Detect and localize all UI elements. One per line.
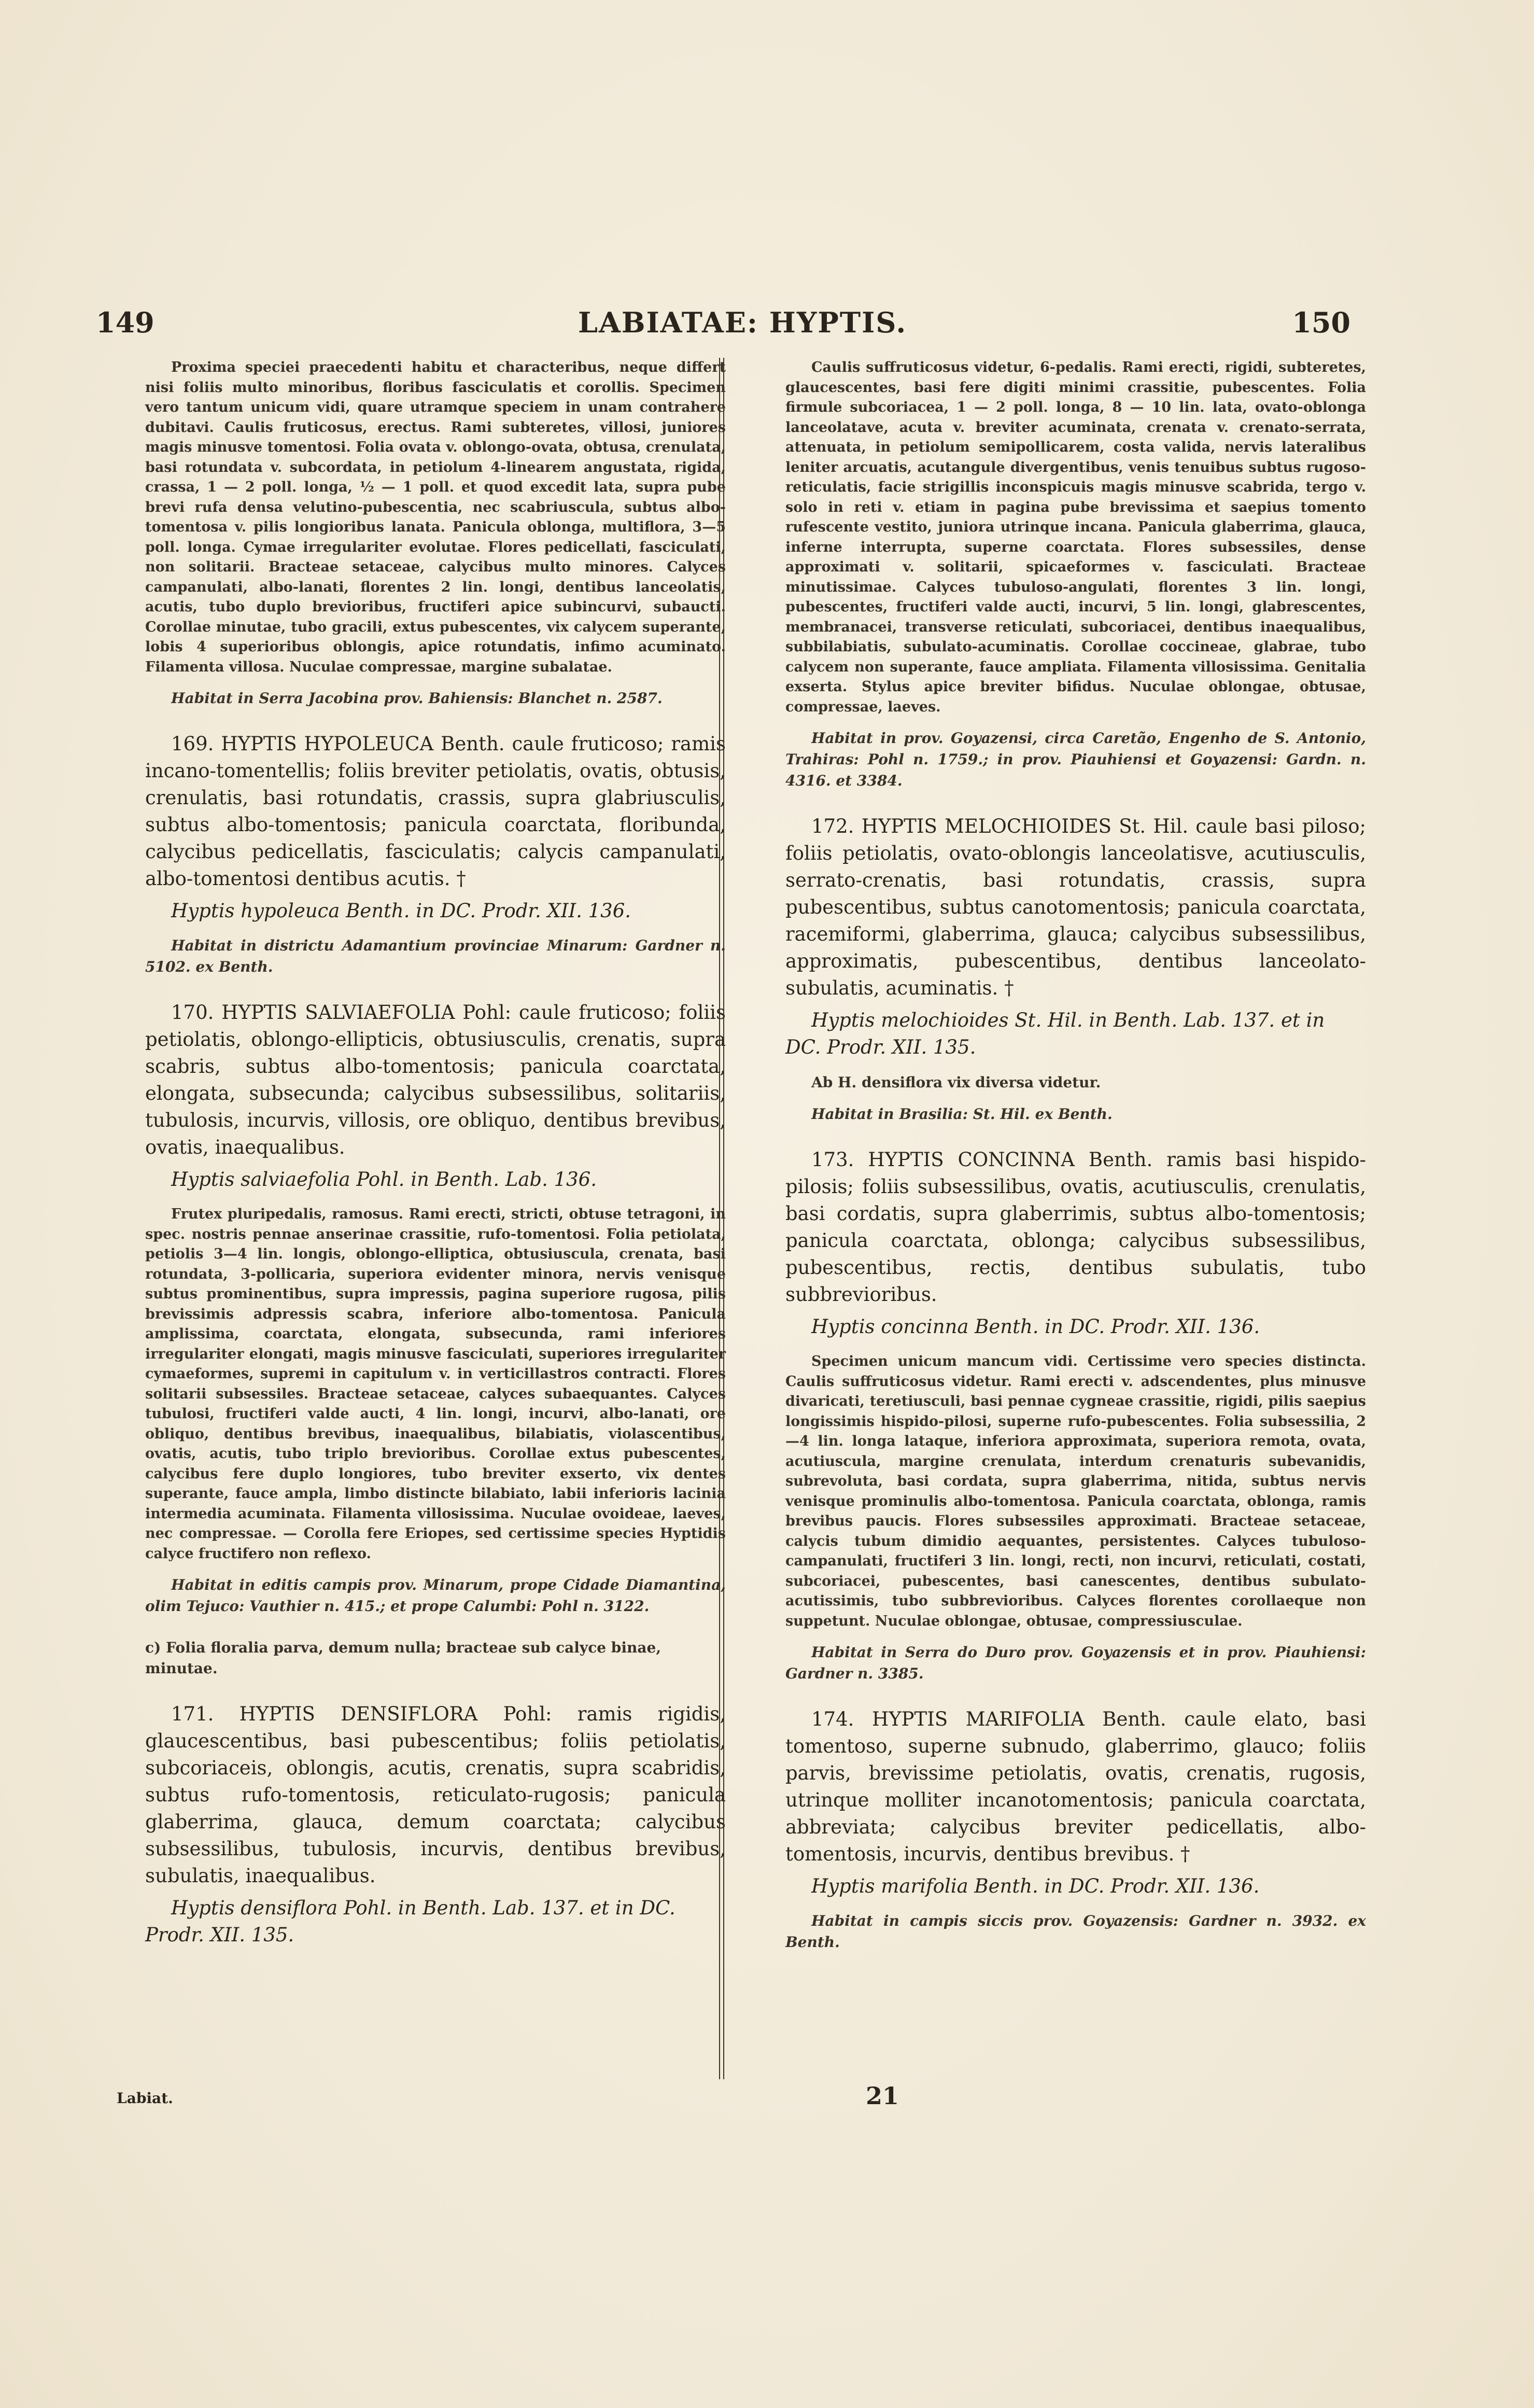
description-171: Caulis suffruticosus videtur, 6-pedalis. Rami erecti, rigidi, subteretes, glaucescentes, basi fere digiti minimi crassitie, pubescentes. Folia firmule subcoriacea, 1 — 2 poll. longa, 8 — 10 lin. lata, ovato-oblonga lanceolatave, acuta v. breviter acuminata, crenata v. crenato-serrata, attenuata, in petiolum semipollicarem, costa valida, nervis lateralibus leniter arcuatis, acutangule divergentibus, venis tenuibus subtus rugoso-reticulatis, facie strigillis inconspicuis magis minusve scabrida, tergo v. solo in reti v. etiam in pagina pube brevissima et saepius tomento rufescente vestito, juniora utrinque incana. Panicula glaberrima, glauca, inferne interrupta, superne coarctata. Flores subsessiles, dense approximati v. solitarii, spicaeformes v. fasciculati. Bracteae minutissimae. Calyces tubuloso-angulati, florentes 3 lin. longi, pubescentes, fructiferi valde aucti, incurvi, 5 lin. longi, glabrescentes, membranacei, transverse reticulati, subcoriacei, dentibus inaequalibus, subbilabiatis, subulato-acuminatis. Corollae coccineae, glabrae, tubo calycem non superante, fauce ampliata. Filamenta villosissima. Genitalia exserta. Stylus apice breviter bifidus. Nuculae oblongae, obtusae, compressae, laeves. — [785, 359, 1366, 715]
page-number-right: 150 — [1292, 306, 1350, 339]
habitat-171: Habitat in prov. Goyazensi, circa Caretão, Engenho de S. Antonio, Trahiras: Pohl n. 1759.; in prov. Piauhiensi et Goyazensi: Gardn. n. 4316. et 3384. — [785, 730, 1366, 789]
reference-174: Hyptis marifolia Benth. in DC. Prodr. XII. 136. — [811, 1875, 1260, 1897]
species-171: 171. HYPTIS DENSIFLORA Pohl: ramis rigidis, glaucescentibus, basi pubescentibus; foliis petiolatis, subcoriaceis, oblongis, acutis, crenatis, supra scabridis, subtus rufo-tomentosis, reticulato-rugosis; panicula glaberrima, glauca, demum coarctata; calycibus subsessilibus, tubulosis, incurvis, dentibus brevibus, subulatis, inaequalibus. — [145, 1703, 726, 1887]
habitat-172: Habitat in Brasilia: St. Hil. ex Benth. — [811, 1105, 1113, 1123]
sheet-number: 21 — [866, 2082, 899, 2110]
habitat-170: Habitat in editis campis prov. Minarum, prope Cidade Diamantina, olim Tejuco: Vauthier n. 415.; et prope Calumbi: Pohl n. 3122. — [145, 1576, 726, 1615]
page-number-left: 149 — [96, 306, 154, 339]
description-170: Frutex pluripedalis, ramosus. Rami erecti, stricti, obtuse tetragoni, in spec. nostris pennae anserinae crassitie, rufo-tomentosi. Folia petiolata, petiolis 3—4 lin. longis, oblongo-elliptica, obtusiuscula, crenata, basi rotundata, 3-pollicaria, superiora evidenter minora, nervis venisque subtus prominentibus, supra impressis, pagina superiore rugosa, pilis brevissimis adpressis scabra, inferiore albo-tomentosa. Panicula amplissima, coarctata, elongata, subsecunda, rami inferiores irregulariter elongati, magis minusve fasciculati, superiores irregulariter cymaeformes, supremi in capitulum v. in verticillastros contracti. Flores solitarii subsessiles. Bracteae setaceae, calyces subaequantes. Calyces tubulosi, fructiferi valde aucti, 4 lin. longi, incurvi, albo-lanati, ore obliquo, dentibus brevibus, inaequalibus, bilabiatis, violascentibus, ovatis, acutis, tubo triplo brevioribus. Corollae extus pubescentes, calycibus fere duplo longiores, tubo breviter exserto, vix dentes superante, fauce ampla, limbo distincte bilabiato, labii inferioris lacinia intermedia acuminata. Filamenta villosissima. Nuculae ovoideae, laeves, nec compressae. — Corolla fere Eriopes, sed certissime species Hyptidis calyce fructifero non reflexo. — [145, 1206, 726, 1562]
right-column — [785, 358, 1366, 1953]
species-172: 172. HYPTIS MELOCHIOIDES St. Hil. caule basi piloso; foliis petiolatis, ovato-oblongis lanceolatisve, acutiusculis, serrato-crenatis, basi rotundatis, crassis, supra pubescentibus, subtus canotomentosis; panicula coarctata, racemiformi, glaberrima, glauca; calycibus subsessilibus, approximatis, pubescentibus, dentibus lanceolato-subulatis, acuminatis. † — [785, 815, 1366, 999]
reference-172: Hyptis melochioides St. Hil. in Benth. Lab. 137. et in DC. Prodr. XII. 135. — [785, 1009, 1325, 1058]
habitat-168: Habitat in Serra Jacobina prov. Bahiensis: Blanchet n. 2587. — [171, 690, 663, 707]
species-169: 169. HYPTIS HYPOLEUCA Benth. caule fruticoso; ramis incano-tomentellis; foliis breviter petiolatis, ovatis, obtusis, crenulatis, basi rotundatis, crassis, supra glabriusculis, subtus albo-tomentosis; panicula coarctata, floribunda, calycibus pedicellatis, fasciculatis; calycis campanulati, albo-tomentosi dentibus acutis. † — [145, 733, 726, 890]
species-173: 173. HYPTIS CONCINNA Benth. ramis basi hispido-pilosis; foliis subsessilibus, ovatis, acutiusculis, crenulatis, basi cordatis, supra glaberrimis, subtus albo-tomentosis; panicula coarctata, oblonga; calycibus subsessilibus, pubescentibus, rectis, dentibus subulatis, tubo subbrevioribus. — [785, 1149, 1366, 1306]
habitat-173: Habitat in Serra do Duro prov. Goyazensis et in prov. Piauhiensi: Gardner n. 3385. — [785, 1644, 1366, 1682]
species-170: 170. HYPTIS SALVIAEFOLIA Pohl: caule fruticoso; foliis petiolatis, oblongo-ellipticis, obtusiusculis, crenatis, supra scabris, subtus albo-tomentosis; panicula coarctata, elongata, subsecunda; calycibus subsessilibus, solitariis, tubulosis, incurvis, villosis, ore obliquo, dentibus brevibus, ovatis, inaequalibus. — [145, 1001, 726, 1158]
habitat-169: Habitat in districtu Adamantium provinciae Minarum: Gardner n. 5102. ex Benth. — [145, 937, 726, 975]
running-title: LABIATAE: HYPTIS. — [578, 306, 907, 339]
reference-173: Hyptis concinna Benth. in DC. Prodr. XII. 136. — [811, 1315, 1260, 1338]
description-168: Proxima speciei praecedenti habitu et characteribus, neque differt nisi foliis multo minoribus, floribus fasciculatis et corollis. Specimen vero tantum unicum vidi, quare utramque speciem in unam contrahere dubitavi. Caulis fruticosus, erectus. Rami subteretes, villosi, juniores magis minusve tomentosi. Folia ovata v. oblongo-ovata, obtusa, crenulata, basi rotundata v. subcordata, in petiolum 4-linearem angustata, rigida, crassa, 1 — 2 poll. longa, ½ — 1 poll. et quod excedit lata, supra pube brevi rufa densa velutino-pubescentia, nec scabriuscula, subtus albo-tomentosa v. pilis longioribus lanata. Panicula oblonga, multiflora, 3—5 poll. longa. Cymae irregulariter evolutae. Flores pedicellati, fasciculati, non solitarii. Bracteae setaceae, calycibus multo minores. Calyces campanulati, albo-lanati, florentes 2 lin. longi, dentibus lanceolatis, acutis, tubo duplo brevioribus, fructiferi apice subincurvi, subaucti. Corollae minutae, tubo gracili, extus pubescentes, vix calycem superante, lobis 4 superioribus oblongis, apice rotundatis, infimo acuminato. Filamenta villosa. Nuculae compressae, margine subalatae. — [145, 359, 726, 675]
signature-mark: Labiat. — [117, 2090, 173, 2107]
reference-169: Hyptis hypoleuca Benth. in DC. Prodr. XII. 136. — [171, 900, 631, 922]
habitat-174: Habitat in campis siccis prov. Goyazensis: Gardner n. 3932. ex Benth. — [785, 1912, 1366, 1951]
left-column — [145, 358, 726, 1949]
running-header — [96, 306, 1350, 337]
species-174: 174. HYPTIS MARIFOLIA Benth. caule elato, basi tomentoso, superne subnudo, glaberrimo, glauco; foliis parvis, brevissime petiolatis, ovatis, crenatis, rugosis, utrinque molliter incanotomentosis; panicula coarctata, abbreviata; calycibus breviter pedicellatis, albo-tomentosis, incurvis, dentibus brevibus. † — [785, 1708, 1366, 1865]
reference-170: Hyptis salviaefolia Pohl. in Benth. Lab. 136. — [171, 1168, 597, 1191]
column-divider — [719, 358, 724, 2079]
reference-171: Hyptis densiflora Pohl. in Benth. Lab. 137. et in DC. Prodr. XII. 135. — [145, 1897, 675, 1946]
note-172: Ab H. densiflora vix diversa videtur. — [811, 1074, 1101, 1091]
section-c-heading: c) Folia floralia parva, demum nulla; bracteae sub calyce binae, minutae. — [145, 1639, 662, 1677]
description-173: Specimen unicum mancum vidi. Certissime vero species distincta. Caulis suffruticosus videtur. Rami erecti v. adscendentes, plus minusve divaricati, teretiusculi, basi pennae cygneae crassitie, rigidi, pilis saepius longissimis hispido-pilosi, superne rufo-pubescentes. Folia subsessilia, 2—4 lin. longa lataque, inferiora approximata, superiora remota, ovata, acutiuscula, margine crenulata, interdum crenaturis subevanidis, subrevoluta, basi cordata, supra glaberrima, nitida, subtus nervis venisque prominulis albo-tomentosa. Panicula coarctata, oblonga, ramis brevibus paucis. Flores subsessiles approximati. Bracteae setaceae, calycis tubum dimidio aequantes, persistentes. Calyces tubuloso-campanulati, fructiferi 3 lin. longi, recti, non incurvi, reticulati, costati, subcoriacei, pubescentes, basi canescentes, dentibus subulato-acutissimis, tubo subbrevioribus. Calyces florentes corollaeque non suppetunt. Nuculae oblongae, obtusae, compressiusculae. — [785, 1353, 1366, 1629]
